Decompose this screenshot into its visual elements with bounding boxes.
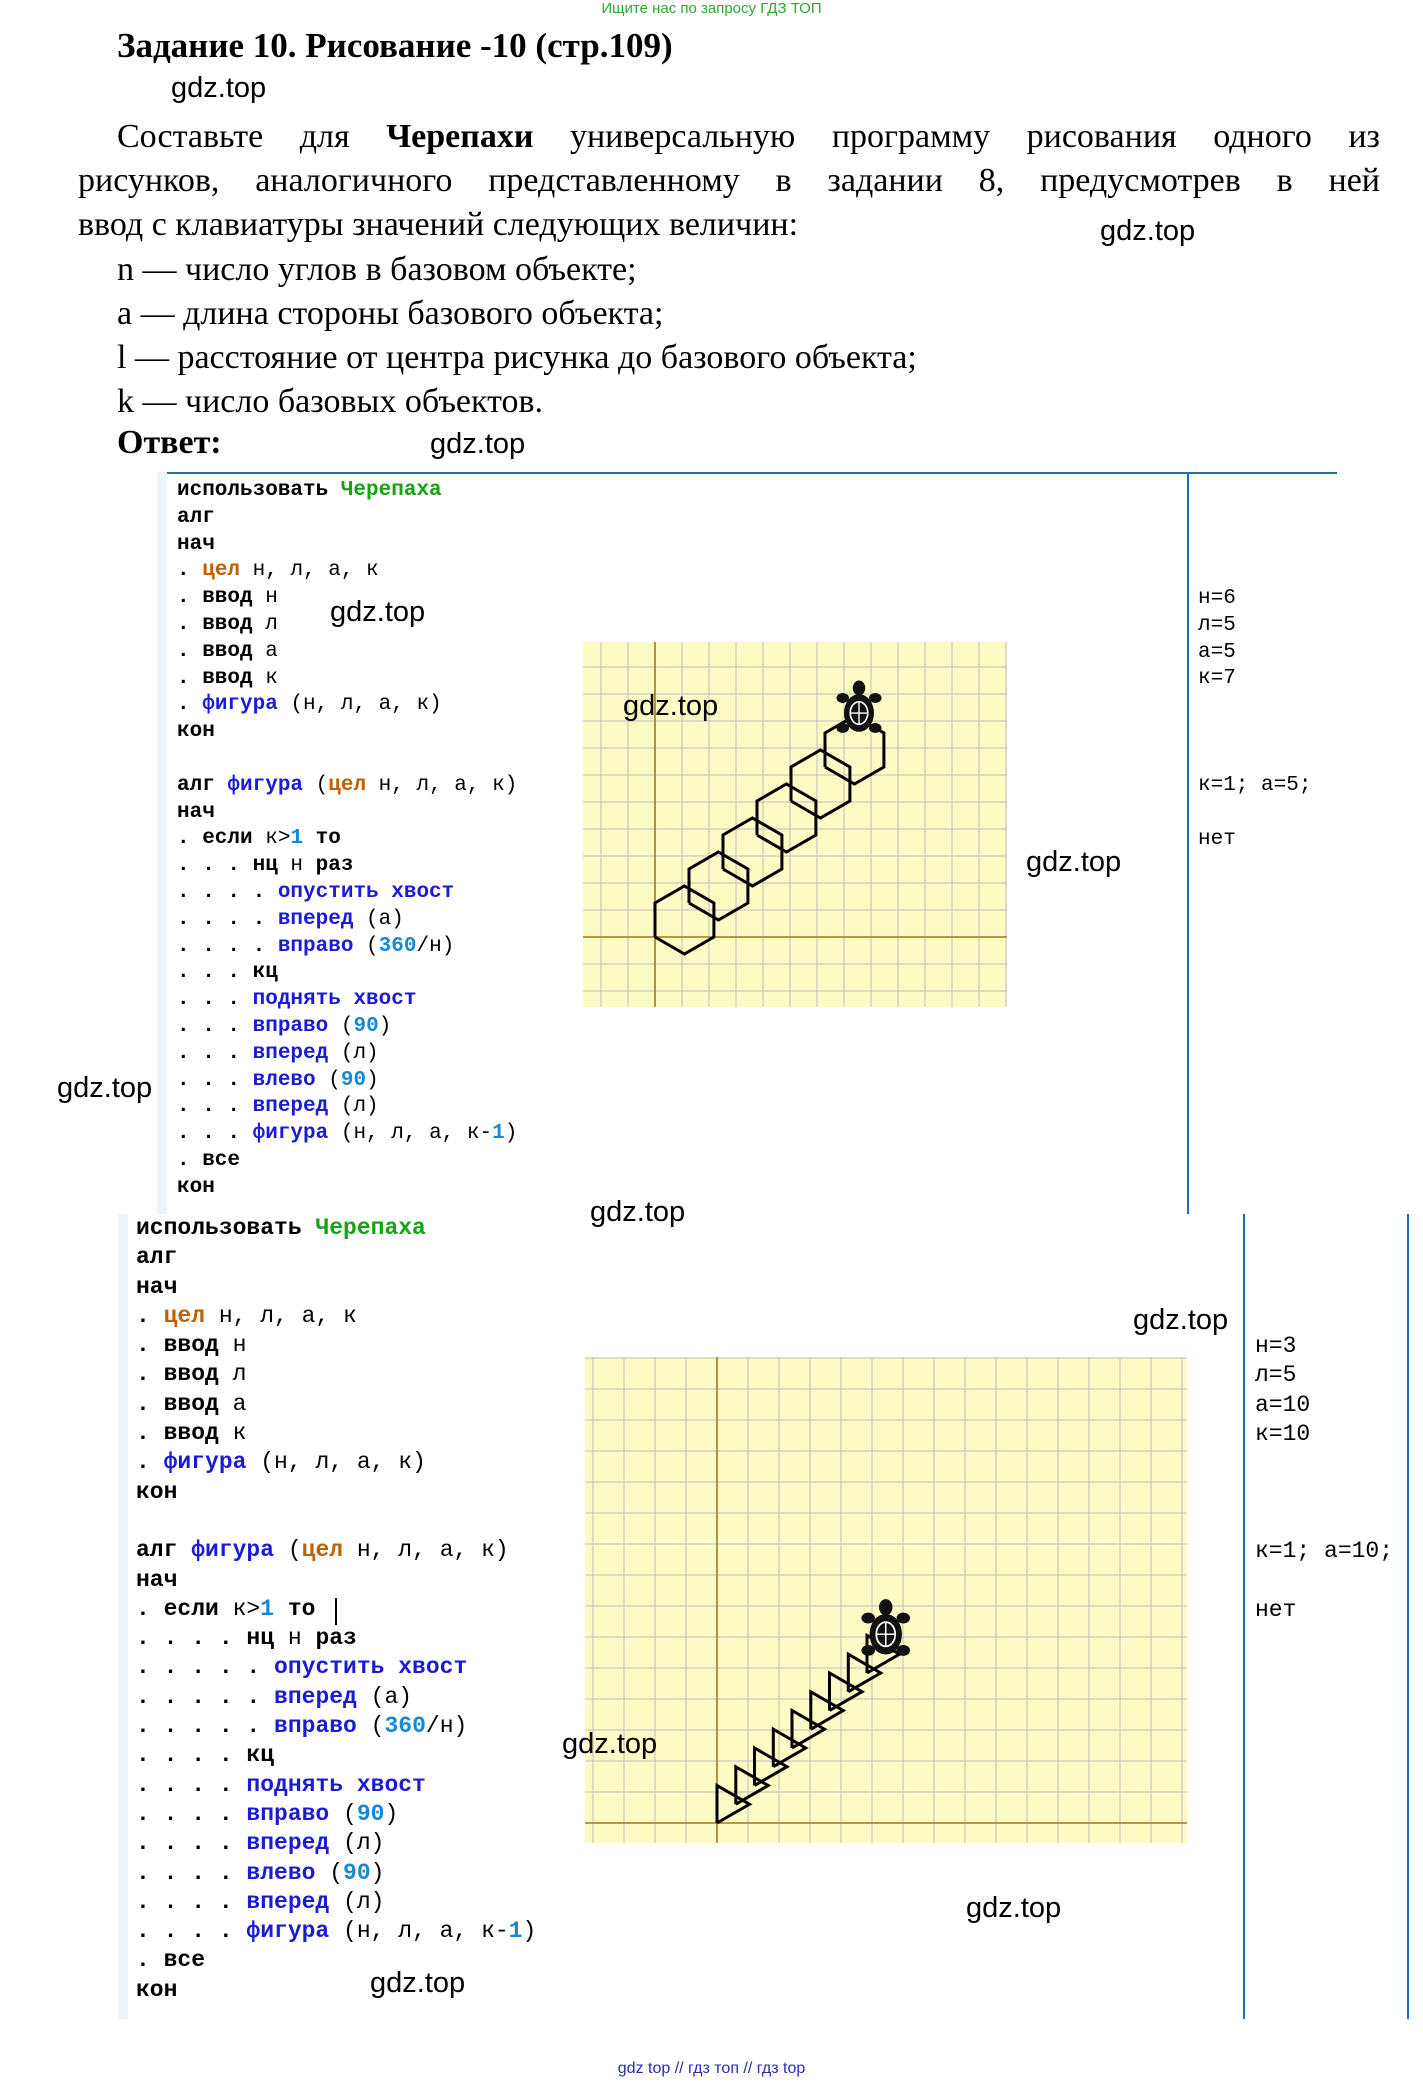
code-token: то bbox=[303, 827, 341, 851]
code-line bbox=[177, 746, 517, 773]
code-token: вперед bbox=[252, 1041, 329, 1065]
code-token: /н) bbox=[416, 934, 455, 958]
code-token: кон bbox=[177, 720, 215, 744]
answer-label: Ответ: bbox=[117, 424, 222, 461]
code-token: опустить хвост bbox=[277, 880, 455, 904]
code-token: . все bbox=[177, 1148, 241, 1172]
variable-value: к=10 bbox=[1255, 1420, 1311, 1447]
code-line bbox=[177, 1148, 517, 1175]
watermark: gdz.top bbox=[562, 1728, 658, 1760]
code-token: ( bbox=[303, 773, 329, 797]
code-token: . bbox=[136, 1302, 164, 1329]
code-token: . ввод bbox=[136, 1390, 219, 1417]
code-token: нач bbox=[136, 1273, 178, 1300]
code-token: фигура bbox=[246, 1918, 330, 1945]
code-token: 1 bbox=[290, 827, 304, 851]
panel1-gutter bbox=[157, 472, 167, 1214]
variable-value: н=3 bbox=[1255, 1333, 1297, 1359]
code-token: 90 bbox=[353, 1014, 379, 1038]
panel2-right-border bbox=[1407, 1214, 1409, 2019]
code-token: н, л, а, к bbox=[240, 559, 379, 583]
code-token: л bbox=[218, 1361, 247, 1388]
code-token: фигура bbox=[191, 1537, 275, 1564]
code-token: н, л, а, к) bbox=[343, 1537, 509, 1564]
code-line bbox=[177, 880, 517, 907]
watermark: gdz.top bbox=[1026, 846, 1122, 878]
task-line-2: рисунков, аналогичного представленному в задании 8, предусмотрев в ней bbox=[78, 162, 1380, 199]
code-token: . ввод bbox=[177, 639, 253, 663]
program2-vars-call: к=1; а=10; bbox=[1255, 1538, 1394, 1564]
code-token: использовать bbox=[177, 479, 341, 502]
code-token: . . . bbox=[177, 1068, 253, 1092]
code-token: 90 bbox=[340, 1068, 367, 1092]
watermark: gdz.top bbox=[590, 1196, 686, 1228]
code-token: . . . . bbox=[136, 1888, 247, 1915]
code-line bbox=[136, 1859, 536, 1888]
search-hint: Ищите нас по запросу ГДЗ ТОП bbox=[601, 0, 822, 17]
watermark: gdz.top bbox=[623, 690, 719, 722]
program2-vars-input bbox=[1255, 1332, 1310, 1449]
code-token: кон bbox=[136, 1478, 178, 1505]
code-token: фигура bbox=[163, 1449, 247, 1476]
code-line bbox=[136, 1536, 536, 1565]
code-line bbox=[136, 1888, 536, 1917]
code-token: вперед bbox=[274, 1683, 357, 1710]
task-item-n: n — число углов в базовом объекте; bbox=[117, 251, 637, 288]
watermark: gdz.top bbox=[330, 596, 426, 628]
code-line bbox=[177, 532, 517, 559]
code-line bbox=[177, 960, 517, 987]
variable-value: а=5 bbox=[1198, 640, 1236, 664]
code-token: н bbox=[277, 854, 316, 878]
code-token: раз bbox=[315, 1625, 357, 1652]
code-line bbox=[136, 1771, 536, 1800]
variable-value: н=6 bbox=[1198, 587, 1236, 610]
code-token: к> bbox=[252, 827, 291, 851]
code-line bbox=[136, 1478, 536, 1507]
code-line bbox=[177, 639, 517, 666]
code-token: . . . . кц bbox=[136, 1742, 275, 1769]
program1-vars-call: к=1; а=5; bbox=[1198, 774, 1312, 797]
code-line bbox=[177, 826, 517, 853]
code-token: вправо bbox=[274, 1713, 357, 1740]
code-token: 360 bbox=[384, 1713, 426, 1740]
code-token: . . . bbox=[177, 988, 253, 1012]
text-cursor bbox=[335, 1598, 337, 1625]
code-token: вперед bbox=[252, 1095, 329, 1119]
panel2-divider bbox=[1243, 1214, 1245, 2019]
code-token: влево bbox=[252, 1068, 316, 1092]
code-token: нач bbox=[177, 800, 215, 824]
watermark: gdz.top bbox=[430, 428, 526, 460]
code-line bbox=[177, 1068, 517, 1095]
code-token: (л) bbox=[328, 1041, 379, 1065]
code-line bbox=[177, 853, 517, 880]
code-token: . bbox=[177, 693, 203, 717]
code-token: (н, л, а, к- bbox=[329, 1918, 509, 1945]
task-line-1-rest: универсальную программу рисования одного из bbox=[533, 118, 1380, 155]
code-token: . ввод bbox=[136, 1420, 219, 1447]
turtle-leg bbox=[869, 693, 882, 703]
turtle-leg bbox=[837, 723, 850, 733]
code-line bbox=[177, 934, 517, 961]
code-token: ) bbox=[522, 1918, 537, 1945]
code-token: алг bbox=[177, 505, 215, 529]
variable-value: к=7 bbox=[1198, 667, 1236, 691]
code-line bbox=[136, 1976, 536, 2005]
program2-vars-result: нет bbox=[1255, 1597, 1297, 1623]
program1-code bbox=[177, 478, 517, 1202]
task-turtle-word: Черепахи bbox=[386, 118, 534, 155]
turtle-head bbox=[879, 1599, 893, 1615]
code-token: . ввод bbox=[177, 612, 253, 636]
variable-value: а=10 bbox=[1255, 1391, 1311, 1418]
code-line bbox=[136, 1302, 536, 1331]
code-line bbox=[136, 1624, 536, 1653]
code-token: ( bbox=[329, 1800, 357, 1827]
code-token: . все bbox=[136, 1947, 206, 1974]
code-token: цел bbox=[328, 773, 367, 797]
code-token: к bbox=[218, 1420, 247, 1447]
code-token: (н, л, а, к) bbox=[246, 1449, 426, 1476]
code-token: ( bbox=[315, 1859, 344, 1886]
turtle-leg bbox=[869, 723, 882, 733]
code-token: фигура bbox=[202, 693, 278, 717]
code-token: (л) bbox=[328, 1095, 379, 1119]
code-token: Черепаха bbox=[340, 479, 442, 502]
code-token: н, л, а, к bbox=[205, 1302, 357, 1329]
code-token: вперед bbox=[246, 1830, 330, 1857]
program1-vars-input bbox=[1198, 586, 1236, 693]
turtle-leg bbox=[897, 1645, 911, 1656]
code-token: ) bbox=[370, 1859, 385, 1886]
code-token: а bbox=[218, 1390, 247, 1417]
watermark: gdz.top bbox=[966, 1892, 1062, 1924]
code-token: к bbox=[252, 666, 278, 690]
code-token: . ввод bbox=[177, 666, 253, 690]
code-token: поднять хвост bbox=[246, 1771, 426, 1798]
code-token: использовать bbox=[136, 1215, 316, 1241]
code-token: (н, л, а, к- bbox=[328, 1122, 493, 1146]
code-line bbox=[177, 719, 517, 746]
code-token: (л) bbox=[329, 1830, 385, 1857]
code-token: . . . . bbox=[136, 1859, 247, 1886]
code-token: н bbox=[274, 1625, 316, 1652]
code-token: (л) bbox=[329, 1888, 385, 1915]
code-token: то bbox=[274, 1595, 316, 1622]
turtle-leg bbox=[861, 1645, 875, 1656]
code-token: к> bbox=[218, 1595, 261, 1622]
code-token: (а) bbox=[356, 1683, 413, 1710]
code-token: . . . bbox=[177, 1041, 253, 1065]
variable-value: л=5 bbox=[1255, 1362, 1297, 1389]
code-token: . . . . bbox=[136, 1830, 247, 1857]
code-token: ) bbox=[504, 1122, 518, 1146]
code-token: а bbox=[252, 639, 278, 663]
code-token: . . . . . bbox=[136, 1713, 275, 1740]
code-token: . ввод bbox=[136, 1332, 219, 1359]
code-line bbox=[136, 1946, 536, 1975]
code-token: 360 bbox=[378, 934, 417, 958]
code-token: ) bbox=[384, 1800, 399, 1827]
code-token: цел bbox=[202, 559, 241, 583]
watermark: gdz.top bbox=[370, 1967, 466, 1999]
code-token: фигура bbox=[252, 1122, 329, 1146]
code-token: кон bbox=[136, 1976, 178, 2003]
code-token: ) bbox=[378, 1014, 392, 1038]
code-token: алг bbox=[177, 773, 228, 797]
code-line bbox=[177, 907, 517, 934]
code-token: ( bbox=[274, 1537, 302, 1564]
code-token: н bbox=[218, 1332, 247, 1359]
code-line bbox=[177, 1014, 517, 1041]
code-token: . bbox=[136, 1449, 164, 1476]
code-line bbox=[177, 1175, 517, 1202]
task-item-a: a — длина стороны базового объекта; bbox=[117, 295, 664, 332]
code-token: алг bbox=[136, 1244, 178, 1271]
code-token: . . . . bbox=[177, 880, 278, 904]
code-line bbox=[177, 773, 517, 800]
code-token: . . . . нц bbox=[136, 1625, 275, 1652]
code-token: ( bbox=[356, 1713, 385, 1740]
code-token: 90 bbox=[343, 1859, 371, 1886]
page-title: Задание 10. Рисование -10 (стр.109) bbox=[117, 26, 673, 65]
code-token: фигура bbox=[227, 773, 304, 797]
code-token: ( bbox=[353, 934, 379, 958]
code-token: . . . . bbox=[136, 1918, 247, 1945]
turtle-leg bbox=[837, 693, 850, 703]
code-token: вправо bbox=[246, 1800, 330, 1827]
watermark: gdz.top bbox=[57, 1072, 153, 1104]
code-token: (н, л, а, к) bbox=[277, 693, 442, 717]
code-token: . ввод bbox=[136, 1361, 219, 1388]
task-line-1 bbox=[78, 115, 1380, 159]
code-token: н, л, а, к) bbox=[366, 773, 518, 797]
task-lead: Составьте для bbox=[117, 118, 387, 155]
code-line bbox=[177, 692, 517, 719]
code-token: . . . . bbox=[177, 907, 278, 931]
panel2-gutter bbox=[118, 1214, 128, 2019]
footer: gdz top // гдз топ // гдз top bbox=[617, 2060, 806, 2077]
code-token: нач bbox=[177, 532, 215, 556]
code-token: . ввод bbox=[177, 586, 253, 610]
code-token: . если bbox=[136, 1595, 219, 1622]
code-line bbox=[136, 1214, 536, 1243]
panel1-top-rule bbox=[157, 472, 1337, 474]
code-line bbox=[177, 800, 517, 827]
code-token: ( bbox=[328, 1014, 354, 1038]
code-line bbox=[177, 505, 517, 532]
code-token: . . . . bbox=[136, 1800, 247, 1827]
code-token: 90 bbox=[356, 1800, 385, 1827]
code-token: . . . bbox=[177, 1095, 253, 1119]
code-token: . . . . bbox=[136, 1771, 247, 1798]
code-token: кон bbox=[177, 1175, 215, 1199]
code-token: . . . . bbox=[177, 934, 278, 958]
code-line bbox=[136, 1683, 536, 1712]
code-line bbox=[177, 987, 517, 1014]
code-line bbox=[136, 1829, 536, 1858]
code-token: Черепаха bbox=[315, 1215, 426, 1241]
code-line bbox=[136, 1653, 536, 1682]
task-item-k: k — число базовых объектов. bbox=[117, 383, 544, 420]
code-token: . . . bbox=[177, 1122, 253, 1146]
code-line bbox=[136, 1419, 536, 1448]
code-token: вперед bbox=[277, 907, 354, 931]
code-token: (а) bbox=[353, 907, 404, 931]
code-token: опустить хвост bbox=[274, 1654, 468, 1681]
code-token: алг bbox=[136, 1537, 192, 1564]
code-token: . . . . . bbox=[136, 1654, 275, 1681]
code-line bbox=[177, 1041, 517, 1068]
code-token: 1 bbox=[492, 1122, 505, 1146]
watermark: gdz.top bbox=[171, 72, 267, 104]
turtle-leg bbox=[897, 1613, 911, 1624]
turtle-leg bbox=[861, 1613, 875, 1624]
code-line bbox=[136, 1741, 536, 1770]
code-token: . . . bbox=[177, 1014, 253, 1038]
code-line bbox=[136, 1448, 536, 1477]
code-token: 1 bbox=[260, 1595, 275, 1622]
code-token: влево bbox=[246, 1859, 316, 1886]
code-line bbox=[136, 1917, 536, 1946]
code-line bbox=[136, 1712, 536, 1741]
code-token: вправо bbox=[277, 934, 354, 958]
code-token: . если bbox=[177, 827, 253, 851]
code-token: 1 bbox=[508, 1918, 523, 1945]
panel1-divider bbox=[1187, 472, 1189, 1214]
watermark: gdz.top bbox=[1100, 215, 1196, 247]
code-token: ) bbox=[366, 1068, 379, 1092]
code-line bbox=[136, 1800, 536, 1829]
code-token: цел bbox=[163, 1302, 206, 1329]
code-line bbox=[177, 478, 517, 505]
code-token: . bbox=[177, 559, 203, 583]
code-line bbox=[177, 1094, 517, 1121]
code-line bbox=[136, 1360, 536, 1389]
code-token: раз bbox=[315, 854, 354, 878]
code-line bbox=[136, 1273, 536, 1302]
watermark: gdz.top bbox=[1133, 1304, 1229, 1336]
code-token: л bbox=[252, 612, 278, 636]
code-line bbox=[136, 1507, 536, 1536]
code-token: н bbox=[252, 586, 278, 610]
code-token: цел bbox=[301, 1537, 344, 1564]
code-line bbox=[177, 666, 517, 693]
code-token: . . . . . bbox=[136, 1683, 275, 1710]
code-token: . . . нц bbox=[177, 854, 278, 878]
code-token: поднять хвост bbox=[252, 988, 417, 1012]
code-token: . . . кц bbox=[177, 961, 278, 985]
task-line-3: ввод с клавиатуры значений следующих величин: bbox=[78, 206, 799, 243]
code-line bbox=[177, 558, 517, 585]
variable-value: л=5 bbox=[1198, 613, 1236, 637]
code-line bbox=[136, 1566, 536, 1595]
code-line bbox=[177, 1121, 517, 1148]
program1-vars-result: нет bbox=[1198, 828, 1236, 851]
code-token: вперед bbox=[246, 1888, 330, 1915]
code-token: вправо bbox=[252, 1014, 329, 1038]
turtle-canvas-triangles bbox=[585, 1357, 1187, 1843]
turtle-head bbox=[853, 681, 866, 696]
code-token: /н) bbox=[425, 1713, 468, 1740]
task-item-l: l — расстояние от центра рисунка до базового объекта; bbox=[117, 339, 917, 376]
code-line bbox=[136, 1390, 536, 1419]
code-line bbox=[136, 1331, 536, 1360]
code-token: нач bbox=[136, 1566, 178, 1593]
code-line bbox=[136, 1243, 536, 1272]
code-token: ( bbox=[315, 1068, 341, 1092]
